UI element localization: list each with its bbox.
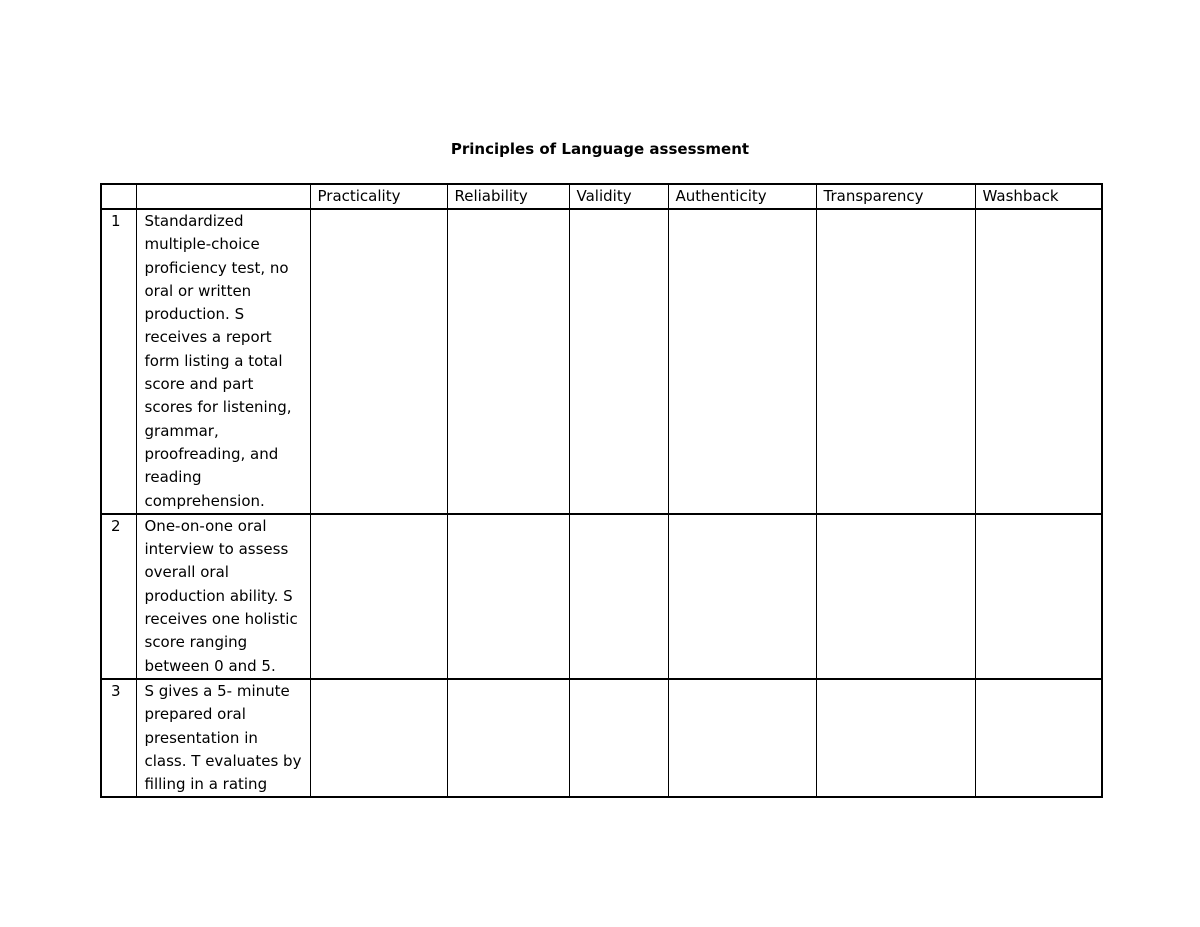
row-description (136, 679, 310, 797)
reliability-cell (447, 209, 569, 514)
authenticity-cell (668, 209, 816, 514)
header-cell-washback: Washback (975, 184, 1102, 209)
validity-cell (569, 679, 668, 797)
practicality-cell (310, 209, 447, 514)
header-cell-validity: Validity (569, 184, 668, 209)
reliability-cell (447, 679, 569, 797)
row-number: 2 (101, 514, 136, 679)
practicality-cell (310, 514, 447, 679)
validity-cell (569, 209, 668, 514)
transparency-cell (816, 679, 975, 797)
table-row (101, 514, 1102, 679)
practicality-cell (310, 679, 447, 797)
header-cell-transparency: Transparency (816, 184, 975, 209)
page-title: Principles of Language assessment (450, 140, 750, 158)
row-description-text: S gives a 5- minute prepared oral presentation in class. T evaluates by filling in a rating (144, 681, 302, 794)
authenticity-cell (668, 679, 816, 797)
header-cell-description (136, 184, 310, 209)
row-description (136, 514, 310, 679)
reliability-cell (447, 514, 569, 679)
row-description-text: One-on-one oral interview to assess overall oral production ability. S receives one holistic score ranging between 0 and 5. (144, 516, 298, 675)
validity-cell (569, 514, 668, 679)
washback-cell (975, 679, 1102, 797)
table-row (101, 209, 1102, 514)
transparency-cell (816, 209, 975, 514)
assessment-table (100, 183, 1103, 798)
row-description-text: Standardized multiple-choice proficiency test, no oral or written production. S receives a report form listing a total score and part scores for listening, grammar, proofreading, and reading comprehension. (144, 212, 292, 510)
row-number: 3 (101, 679, 136, 797)
authenticity-cell (668, 514, 816, 679)
washback-cell (975, 514, 1102, 679)
table-header-row (101, 184, 1102, 209)
header-cell-authenticity: Authenticity (668, 184, 816, 209)
transparency-cell (816, 514, 975, 679)
row-description (136, 209, 310, 514)
header-cell-practicality: Practicality (310, 184, 447, 209)
row-number: 1 (101, 209, 136, 514)
washback-cell (975, 209, 1102, 514)
table-row (101, 679, 1102, 797)
header-cell-reliability: Reliability (447, 184, 569, 209)
header-cell-number (101, 184, 136, 209)
